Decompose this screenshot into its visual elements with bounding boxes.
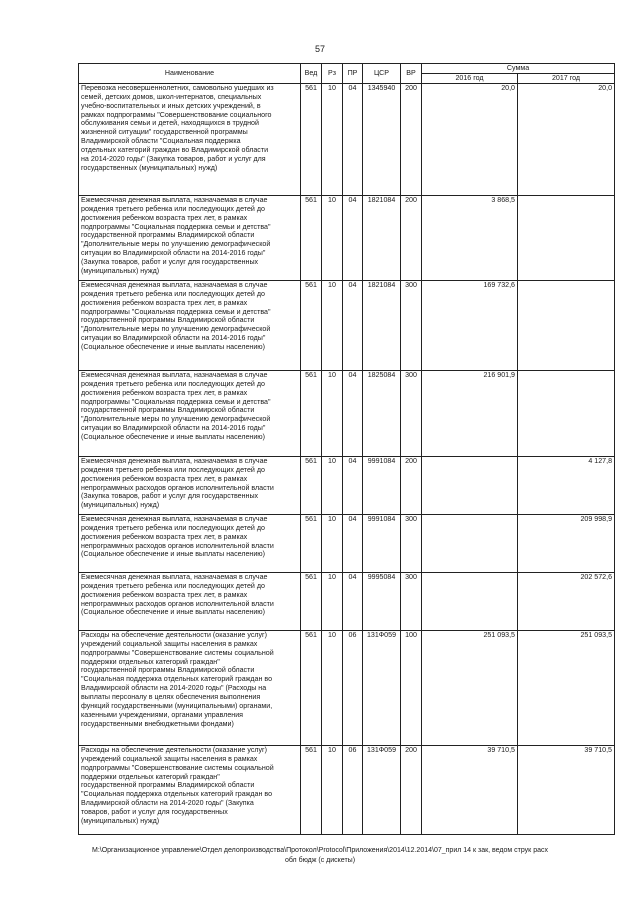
header-pr: ПР: [343, 64, 363, 84]
row-csr: 9991084: [363, 456, 401, 514]
header-vr: ВР: [401, 64, 422, 84]
table-row: [79, 83, 615, 195]
row-2017: 202 572,6: [518, 572, 615, 630]
row-pr: 06: [343, 745, 363, 834]
row-rz: 10: [322, 370, 343, 456]
row-2017: [518, 195, 615, 280]
header-2016: 2016 год: [422, 73, 518, 83]
table-row: [79, 745, 615, 834]
table-row: [79, 195, 615, 280]
row-2016: [422, 572, 518, 630]
row-rz: 10: [322, 514, 343, 572]
row-name: Ежемесячная денежная выплата, назначаемая в случае рождения третьего ребенка или последующих детей до достижения ребенком возраста трех лет, в рамках непрограммных расходов органов исполнительной власти (Закупка товаров, работ и услуг для государственных (муниципальных) нужд): [79, 456, 301, 514]
table-row: [79, 572, 615, 630]
row-name: Ежемесячная денежная выплата, назначаемая в случае рождения третьего ребенка или последующих детей до достижения ребенком возраста трех лет, в рамках подпрограммы "Социальная поддержка семьи и детства" государственной программы Владимирской области "Дополнительные меры по улучшению демографической ситуации во Владимирской области на 2014-2016 годы" (Социальное обеспечение и иные выплаты населению): [79, 280, 301, 370]
header-rz: Рз: [322, 64, 343, 84]
row-csr: 1821084: [363, 195, 401, 280]
row-ved: 561: [301, 280, 322, 370]
table-row: [79, 456, 615, 514]
row-2017: 20,0: [518, 83, 615, 195]
row-2017: 251 093,5: [518, 630, 615, 745]
row-vr: 200: [401, 83, 422, 195]
row-pr: 06: [343, 630, 363, 745]
row-ved: 561: [301, 514, 322, 572]
row-name: Перевозка несовершеннолетних, самовольно ушедших из семей, детских домов, школ-интернатов, специальных учебно-воспитательных и иных детских учреждений, в рамках подпрограммы "Совершенствование социального обслуживания семьи и детей, находящихся в трудной жизненной ситуации" государственной программы Владимирской области "Социальная поддержка отдельных категорий граждан во Владимирской области на 2014-2020 годы" (Закупка товаров, работ и услуг для государственных (муниципальных) нужд): [79, 83, 301, 195]
row-rz: 10: [322, 195, 343, 280]
row-rz: 10: [322, 280, 343, 370]
header-ved: Вед: [301, 64, 322, 84]
row-vr: 200: [401, 745, 422, 834]
row-2017: 209 998,9: [518, 514, 615, 572]
row-rz: 10: [322, 83, 343, 195]
footer-path-continued: обл бюдж (с дискеты): [284, 857, 356, 864]
row-ved: 561: [301, 745, 322, 834]
footer: [40, 846, 600, 866]
row-name: Расходы на обеспечение деятельности (оказание услуг) учреждений социальной защиты населения в рамках подпрограммы "Совершенствование системы социальной поддержки отдельных категорий граждан" государственной программы Владимирской области "Социальная поддержка отдельных категорий граждан во Владимирской области на 2014-2020 годы" (Закупка товаров, работ и услуг для государственных (муниципальных) нужд): [79, 745, 301, 834]
table-row: [79, 514, 615, 572]
row-rz: 10: [322, 456, 343, 514]
row-csr: 9995084: [363, 572, 401, 630]
row-vr: 200: [401, 195, 422, 280]
row-csr: 131Ф059: [363, 745, 401, 834]
row-vr: 300: [401, 572, 422, 630]
header-2017: 2017 год: [518, 73, 615, 83]
row-csr: 1345940: [363, 83, 401, 195]
budget-table: [78, 63, 615, 835]
row-2016: [422, 456, 518, 514]
row-2016: 3 868,5: [422, 195, 518, 280]
row-2016: 251 093,5: [422, 630, 518, 745]
row-name: Ежемесячная денежная выплата, назначаемая в случае рождения третьего ребенка или последующих детей до достижения ребенком возраста трех лет, в рамках непрограммных расходов органов исполнительной власти (Социальное обеспечение и иные выплаты населению): [79, 572, 301, 630]
header-row-1: [79, 64, 615, 74]
row-rz: 10: [322, 630, 343, 745]
row-pr: 04: [343, 572, 363, 630]
row-2016: [422, 514, 518, 572]
footer-path: M:\Организационное управление\Отдел делопроизводства\Протокол\Protocol\Приложения\2014\12.2014\07_прил 14 к зак, ведом струк расх: [92, 847, 548, 854]
row-2017: 39 710,5: [518, 745, 615, 834]
row-name: Ежемесячная денежная выплата, назначаемая в случае рождения третьего ребенка или последующих детей до достижения ребенком возраста трех лет, в рамках подпрограммы "Социальная поддержка семьи и детства" государственной программы Владимирской области "Дополнительные меры по улучшению демографической ситуации во Владимирской области на 2014-2016 годы" (Социальное обеспечение и иные выплаты населению): [79, 370, 301, 456]
row-name: Расходы на обеспечение деятельности (оказание услуг) учреждений социальной защиты населения в рамках подпрограммы "Совершенствование системы социальной поддержки отдельных категорий граждан" государственной программы Владимирской области "Социальная поддержка отдельных категорий граждан во Владимирской области на 2014-2020 годы" (Расходы на выплаты персоналу в целях обеспечения выполнения функций государственными (муниципальными) органами, казенными учреждениями, органами управления государственными внебюджетными фондами): [79, 630, 301, 745]
header-csr: ЦСР: [363, 64, 401, 84]
row-2016: 169 732,6: [422, 280, 518, 370]
row-rz: 10: [322, 572, 343, 630]
table-row: [79, 630, 615, 745]
row-ved: 561: [301, 456, 322, 514]
row-ved: 561: [301, 83, 322, 195]
row-pr: 04: [343, 456, 363, 514]
row-rz: 10: [322, 745, 343, 834]
table-row: [79, 370, 615, 456]
row-csr: 1821084: [363, 280, 401, 370]
row-csr: 131Ф059: [363, 630, 401, 745]
row-pr: 04: [343, 83, 363, 195]
row-name: Ежемесячная денежная выплата, назначаемая в случае рождения третьего ребенка или последующих детей до достижения ребенком возраста трех лет, в рамках подпрограммы "Социальная поддержка семьи и детства" государственной программы Владимирской области "Дополнительные меры по улучшению демографической ситуации во Владимирской области на 2014-2016 годы" (Закупка товаров, работ и услуг для государственных (муниципальных) нужд): [79, 195, 301, 280]
header-name: Наименование: [79, 64, 301, 84]
row-name: Ежемесячная денежная выплата, назначаемая в случае рождения третьего ребенка или последующих детей до достижения ребенком возраста трех лет, в рамках непрограммных расходов органов исполнительной власти (Социальное обеспечение и иные выплаты населению): [79, 514, 301, 572]
row-vr: 200: [401, 456, 422, 514]
page-number: 57: [314, 44, 325, 54]
row-csr: 9991084: [363, 514, 401, 572]
header-sum: Сумма: [422, 64, 615, 74]
row-2017: 4 127,8: [518, 456, 615, 514]
row-vr: 300: [401, 370, 422, 456]
row-2016: 216 901,9: [422, 370, 518, 456]
row-pr: 04: [343, 370, 363, 456]
row-vr: 300: [401, 514, 422, 572]
row-vr: 300: [401, 280, 422, 370]
row-csr: 1825084: [363, 370, 401, 456]
row-2017: [518, 370, 615, 456]
row-ved: 561: [301, 370, 322, 456]
row-pr: 04: [343, 514, 363, 572]
row-2016: 39 710,5: [422, 745, 518, 834]
row-vr: 100: [401, 630, 422, 745]
row-2016: 20,0: [422, 83, 518, 195]
row-2017: [518, 280, 615, 370]
table-row: [79, 280, 615, 370]
row-ved: 561: [301, 630, 322, 745]
row-ved: 561: [301, 195, 322, 280]
row-pr: 04: [343, 280, 363, 370]
row-pr: 04: [343, 195, 363, 280]
row-ved: 561: [301, 572, 322, 630]
